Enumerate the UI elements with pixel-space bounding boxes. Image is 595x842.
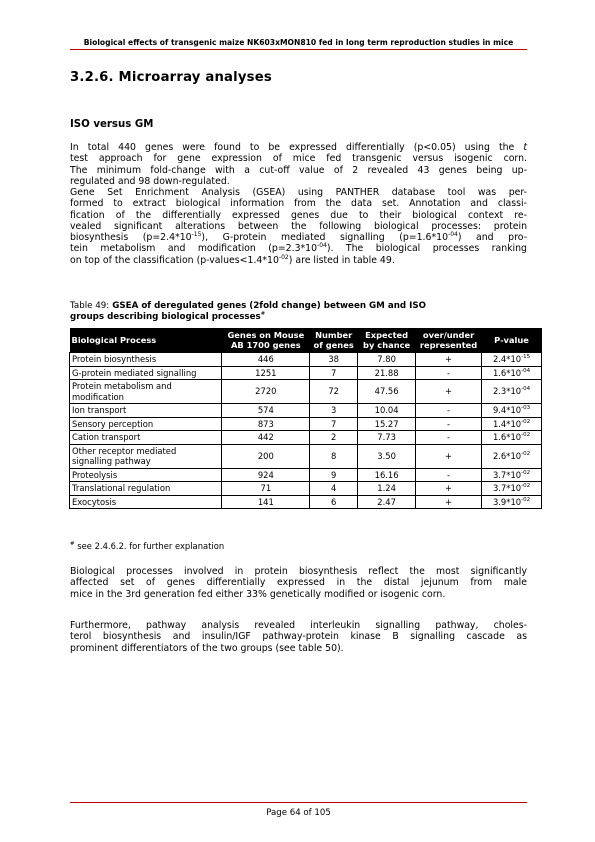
caption-text: groups describing biological processes — [70, 312, 261, 322]
cell-process — [70, 380, 222, 404]
cell-pvalue — [482, 353, 542, 367]
cell-direction: + — [416, 353, 482, 367]
cell-number: 8 — [310, 444, 358, 468]
intro-line-1-text: In total 440 genes were found to be expressed differentially (p<0.05) using the — [70, 142, 524, 153]
table-caption — [70, 301, 527, 323]
pathway-paragraph — [70, 620, 527, 654]
pvalue-base: 9.4*10 — [492, 405, 522, 415]
cell-number: 7 — [310, 366, 358, 380]
pvalue-base: 2.4*10 — [492, 354, 522, 364]
cell-process: Sensory perception — [70, 417, 222, 431]
cell-direction: - — [416, 431, 482, 445]
footnote-marker: # — [70, 541, 75, 548]
pvalue-base: 2.6*10 — [492, 450, 522, 461]
cell-direction: - — [416, 404, 482, 418]
caption-line-1 — [70, 301, 527, 312]
pvalue-text: on top of the classification (p-values<1.4*10 — [70, 254, 279, 266]
cell-pvalue — [482, 495, 542, 509]
col-header-pvalue: P-value — [482, 328, 542, 353]
cell-number: 38 — [310, 353, 358, 367]
cell-expected: 7.80 — [358, 353, 416, 367]
pathway-line-3: prominent differentiators of the two groups (see table 50). — [70, 642, 344, 654]
cell-genes: 873 — [222, 417, 310, 431]
pvalue-text: ) and pro- — [457, 232, 527, 243]
cell-process-text: signalling pathway — [72, 456, 151, 466]
cell-direction: + — [416, 380, 482, 404]
pvalue-text: ). The biological processes ranking — [326, 243, 527, 255]
cell-genes: 574 — [222, 404, 310, 418]
pathway-line-1: Furthermore, pathway analysis revealed interleukin signalling pathway, choles- — [70, 620, 527, 631]
pvalue-text: biosynthesis (p=2.4*10 — [70, 232, 192, 243]
pathway-line-2: terol biosynthesis and insulin/IGF pathway-protein kinase B signalling cascade as — [70, 631, 527, 643]
cell-expected: 1.24 — [358, 482, 416, 496]
subsection-title: ISO versus GM — [70, 119, 154, 130]
pvalue-base: 2.3*10 — [492, 386, 522, 397]
exponent: -15 — [191, 230, 202, 238]
pvalue-base: 1.6*10 — [492, 432, 522, 442]
footnote-text: see 2.4.6.2. for further explanation — [74, 541, 225, 551]
intro-line-2: test approach for gene expression of mice fed transgenic versus isogenic corn. — [70, 153, 527, 165]
conclusion-line-3: mice in the 3rd generation fed either 33% genetically modified or isogenic corn. — [70, 588, 446, 600]
cell-process — [70, 444, 222, 468]
col-header-text: Expected — [365, 330, 409, 340]
cell-expected: 7.73 — [358, 431, 416, 445]
caption-label: Table 49: — [70, 301, 110, 311]
cell-expected: 15.27 — [358, 417, 416, 431]
pvalue-base: 1.6*10 — [492, 367, 522, 378]
conclusion-paragraph — [70, 566, 527, 600]
cell-process-text: Other receptor mediated — [72, 445, 177, 456]
col-header-text: Genes on Mouse — [227, 330, 305, 340]
pvalue-base: 3.7*10 — [492, 469, 522, 480]
pvalue-exponent: -02 — [521, 450, 531, 457]
running-header: Biological effects of transgenic maize NK603xMON810 fed in long term reproduction studies in mice — [83, 38, 514, 47]
exponent: -04 — [317, 242, 327, 250]
cell-expected: 47.56 — [358, 380, 416, 404]
pvalue-text: ) are listed in table 49. — [288, 254, 395, 266]
cell-expected: 10.04 — [358, 404, 416, 418]
table-row — [70, 444, 542, 468]
conclusion-line-2: affected set of genes differentially expressed in the distal jejunum from male — [70, 577, 527, 589]
table-row — [70, 404, 542, 418]
cell-number: 4 — [310, 482, 358, 496]
cell-process: Protein biosynthesis — [70, 353, 222, 367]
cell-process: Exocytosis — [70, 495, 222, 509]
col-header-text: represented — [419, 340, 478, 350]
cell-expected: 21.88 — [358, 366, 416, 380]
col-header-text: over/under — [422, 330, 475, 340]
pvalue-exponent: -02 — [521, 432, 531, 439]
cell-pvalue — [482, 431, 542, 445]
cell-process: Cation transport — [70, 431, 222, 445]
cell-direction: + — [416, 482, 482, 496]
cell-direction: - — [416, 417, 482, 431]
cell-pvalue — [482, 417, 542, 431]
cell-genes: 200 — [222, 444, 310, 468]
table-row — [70, 495, 542, 509]
cell-direction: - — [416, 468, 482, 482]
cell-genes: 1251 — [222, 366, 310, 380]
cell-genes: 71 — [222, 482, 310, 496]
pvalue-exponent: -02 — [521, 483, 531, 490]
header-rule — [70, 49, 527, 50]
table-row — [70, 353, 542, 367]
pvalue-base: 3.9*10 — [492, 496, 522, 507]
caption-line-2 — [70, 312, 527, 323]
col-header-text: Number — [315, 330, 353, 340]
table-row — [70, 468, 542, 482]
pvalue-exponent: -02 — [521, 496, 531, 503]
table-footnote — [70, 541, 224, 551]
pvalue-exponent: -02 — [521, 469, 531, 476]
cell-pvalue — [482, 404, 542, 418]
page-number: Page 64 of 105 — [266, 808, 331, 818]
cell-number: 3 — [310, 404, 358, 418]
cell-number: 7 — [310, 417, 358, 431]
table-row — [70, 380, 542, 404]
intro-line-11 — [70, 255, 527, 266]
caption-text: GSEA of deregulated genes (2fold change) between GM and ISO — [109, 301, 427, 311]
pvalue-text: tein metabolism and modification (p=2.3*10 — [70, 243, 318, 255]
section-title: 3.2.6. Microarray analyses — [70, 70, 272, 85]
col-header-process: Biological Process — [70, 328, 222, 353]
pvalue-text: ), G-protein mediated signalling (p=1.6*10 — [201, 232, 449, 243]
footer-rule — [70, 802, 527, 803]
intro-line-6: formed to extract biological information from the data set. Annotation and classi- — [70, 198, 527, 210]
cell-number: 9 — [310, 468, 358, 482]
cell-pvalue — [482, 380, 542, 404]
table-header-row — [70, 328, 542, 353]
cell-process: Ion transport — [70, 404, 222, 418]
table-row — [70, 431, 542, 445]
intro-line-4: regulated and 98 down-regulated. — [70, 175, 230, 187]
cell-expected: 16.16 — [358, 468, 416, 482]
exponent: -04 — [448, 230, 458, 238]
cell-number: 6 — [310, 495, 358, 509]
intro-line-8: vealed significant alterations between the following biological processes: protein — [70, 220, 527, 232]
intro-line-9 — [70, 232, 527, 243]
cell-direction: + — [416, 495, 482, 509]
cell-process: Proteolysis — [70, 468, 222, 482]
cell-expected: 3.50 — [358, 444, 416, 468]
col-header-expected — [358, 328, 416, 353]
col-header-genes-on-mouse — [222, 328, 310, 353]
col-header-text: by chance — [363, 340, 411, 350]
cell-genes: 446 — [222, 353, 310, 367]
pvalue-exponent: -15 — [521, 354, 531, 361]
pvalue-base: 3.7*10 — [492, 483, 522, 493]
pvalue-exponent: -02 — [521, 418, 531, 425]
intro-line-10 — [70, 243, 527, 254]
table-row — [70, 482, 542, 496]
cell-pvalue — [482, 482, 542, 496]
cell-direction: + — [416, 444, 482, 468]
cell-direction: - — [416, 366, 482, 380]
col-header-number — [310, 328, 358, 353]
intro-paragraph — [70, 142, 527, 266]
footnote-marker: # — [260, 311, 266, 318]
gsea-table — [69, 328, 542, 509]
conclusion-line-1: Biological processes involved in protein biosynthesis reflect the most significantly — [70, 566, 527, 577]
table-row — [70, 417, 542, 431]
cell-pvalue — [482, 366, 542, 380]
col-header-text: of genes — [313, 340, 354, 350]
cell-genes: 442 — [222, 431, 310, 445]
pvalue-exponent: -03 — [521, 405, 531, 412]
cell-process-text: Protein metabolism and — [72, 381, 172, 391]
pvalue-exponent: -04 — [521, 386, 531, 393]
pvalue-base: 1.4*10 — [492, 418, 522, 429]
cell-genes: 141 — [222, 495, 310, 509]
col-header-text: AB 1700 genes — [231, 340, 301, 350]
cell-process: Translational regulation — [70, 482, 222, 496]
cell-pvalue — [482, 468, 542, 482]
intro-line-7: fication of the differentially expressed genes due to their biological context re- — [70, 209, 527, 221]
col-header-over-under — [416, 328, 482, 353]
intro-line-3: The minimum fold-change with a cut-off value of 2 revealed 43 genes being up- — [70, 164, 527, 176]
cell-pvalue — [482, 444, 542, 468]
cell-genes: 924 — [222, 468, 310, 482]
cell-number: 2 — [310, 431, 358, 445]
intro-line-1 — [70, 142, 527, 153]
cell-process: G-protein mediated signalling — [70, 366, 222, 380]
cell-expected: 2.47 — [358, 495, 416, 509]
table-row — [70, 366, 542, 380]
cell-genes: 2720 — [222, 380, 310, 404]
cell-number: 72 — [310, 380, 358, 404]
exponent: -02 — [278, 253, 289, 261]
intro-line-5: Gene Set Enrichment Analysis (GSEA) using PANTHER database tool was per- — [70, 187, 527, 198]
cell-process-text: modification — [72, 391, 124, 402]
pvalue-exponent: -04 — [521, 367, 531, 374]
t-test-letter: t — [523, 142, 527, 153]
